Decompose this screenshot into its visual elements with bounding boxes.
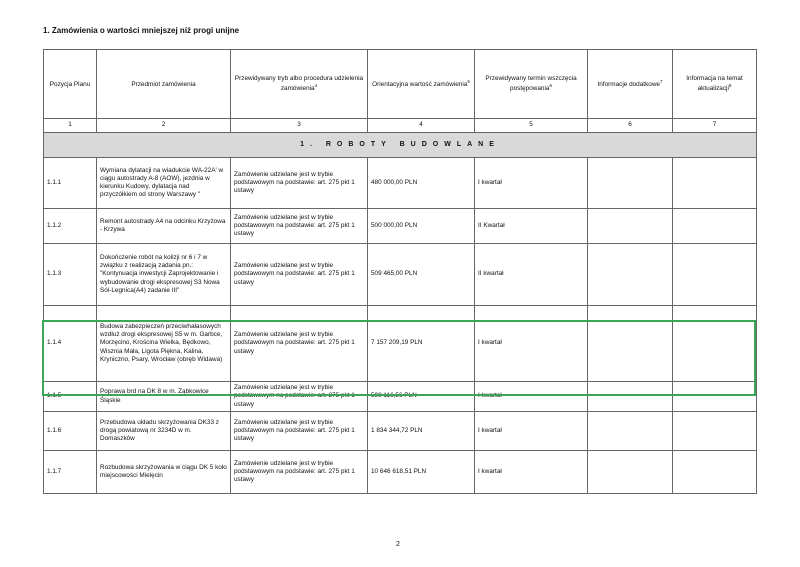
column-number: 7 [673,119,757,133]
cell-position: 1.1.2 [44,209,97,244]
cell-additional-info [588,209,673,244]
cell-value: 1 834 344,72 PLN [368,412,475,451]
cell-additional-info [588,306,673,382]
cell-procedure: Zamówienie udzielane jest w trybie podstawowym na podstawie: art. 275 pkt 1 ustawy [231,209,368,244]
cell-additional-info [588,158,673,209]
procurement-table [43,49,757,494]
cell-update-info [673,244,757,306]
cell-update-info [673,382,757,412]
cell-term: I kwartał [475,382,588,412]
table-row [44,382,757,412]
column-number: 3 [231,119,368,133]
table-row [44,451,757,494]
cell-term: I kwartał [475,451,588,494]
cell-term: I kwartał [475,412,588,451]
column-number: 4 [368,119,475,133]
cell-value: 10 646 618,51 PLN [368,451,475,494]
cell-position: 1.1.6 [44,412,97,451]
table-row [44,244,757,306]
cell-position: 1.1.7 [44,451,97,494]
cell-procedure: Zamówienie udzielane jest w trybie podstawowym na podstawie: art. 275 pkt 1 ustawy [231,412,368,451]
table-row [44,412,757,451]
cell-value: 598 116,56 PLN [368,382,475,412]
cell-subject: Wymiana dylatacji na wiadukcie WA-22A' w ciągu autostrady A-8 (AOW), jezdnia w kierunku Kudowy, dylatacja nad przyczółkiem od strony Warszawy " [97,158,231,209]
cell-subject: Poprawa brd na DK 8 w m. Ząbkowice Śląskie [97,382,231,412]
cell-position: 1.1.3 [44,244,97,306]
cell-update-info [673,451,757,494]
header-update-info: Informacja na temat aktualizacji$^8$ [673,50,757,119]
cell-procedure: Zamówienie udzielane jest w trybie podstawowym na podstawie: art. 275 pkt 1 ustawy [231,244,368,306]
column-number: 5 [475,119,588,133]
column-number-row [44,119,757,133]
cell-value: 7 157 209,19 PLN [368,306,475,382]
section-title: 1. Zamówienia o wartości mniejszej niż progi unijne [43,26,240,35]
cell-subject: Remont autostrady A4 na odcinku Krzyżowa - Krzywa [97,209,231,244]
cell-value: 509 465,00 PLN [368,244,475,306]
section-header-row [44,133,757,158]
cell-procedure: Zamówienie udzielane jest w trybie podstawowym na podstawie: art. 275 pkt 1 ustawy [231,451,368,494]
cell-position: 1.1.5 [44,382,97,412]
cell-value: 500 000,00 PLN [368,209,475,244]
header-term: Przewidywany termin wszczęcia postępowania$^6$ [475,50,588,119]
cell-term: I kwartał [475,306,588,382]
cell-subject: Rozbudowa skrzyżowania w ciągu DK 5 koło miejscowości Mielęcin [97,451,231,494]
cell-term: II kwartał [475,244,588,306]
cell-procedure: Zamówienie udzielane jest w trybie podstawowym na podstawie: art. 275 pkt 1 ustawy [231,382,368,412]
page-number: 2 [396,541,400,548]
cell-additional-info [588,244,673,306]
cell-term: II Kwartał [475,209,588,244]
table-row-highlighted [44,306,757,382]
cell-term: I kwartał [475,158,588,209]
cell-update-info [673,209,757,244]
header-additional-info: Informacje dodatkowe$^7$ [588,50,673,119]
table-row [44,209,757,244]
cell-subject: Przebudowa układu skrzyżowania DK33 z drogą powiatową nr 3234D w m. Domaszków [97,412,231,451]
header-row [44,50,757,119]
column-number: 1 [44,119,97,133]
section-label: 1. ROBOTY BUDOWLANE [44,133,757,158]
cell-subject: Dokończenie robót na kolizji nr 6 i 7 w związku z realizacją zadania pn.: "Kontynuacja inwestycji Zaprojektowanie i wybudowanie drogi ekspresowej S3 Nowa Sól-Legnica(A4) zadanie III" [97,244,231,306]
cell-subject: Budowa zabezpieczeń przeciwhałasowych wzdłuż drogi ekspresowej S5 w m. Garbce, Morzęcino, Krościna Wielka, Będkowo, Wisznia Mała, Ligota Piękna, Kalina, Kryniczno, Psary, Wrocław (obręb Widawa) [97,306,231,382]
cell-update-info [673,412,757,451]
cell-value: 480 000,00 PLN [368,158,475,209]
cell-additional-info [588,451,673,494]
cell-procedure: Zamówienie udzielane jest w trybie podstawowym na podstawie: art. 275 pkt 1 ustawy [231,306,368,382]
header-position: Pozycja Planu [44,50,97,119]
header-subject: Przedmiot zamówienia [97,50,231,119]
header-value: Orientacyjna wartość zamówienia$^5$ [368,50,475,119]
cell-procedure: Zamówienie udzielane jest w trybie podstawowym na podstawie: art. 275 pkt 1 ustawy [231,158,368,209]
cell-update-info [673,158,757,209]
cell-position: 1.1.1 [44,158,97,209]
header-procedure: Przewidywany tryb albo procedura udzielenia zamówienia$^4$ [231,50,368,119]
cell-update-info [673,306,757,382]
table-row [44,158,757,209]
cell-additional-info [588,382,673,412]
column-number: 6 [588,119,673,133]
column-number: 2 [97,119,231,133]
cell-additional-info [588,412,673,451]
cell-position: 1.1.4 [44,306,97,382]
